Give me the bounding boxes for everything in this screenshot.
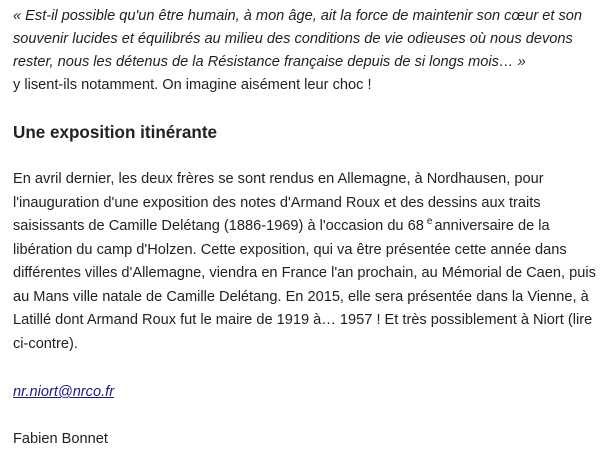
article-paragraph	[13, 168, 609, 356]
paragraph-text-part-1: En avril dernier, les deux frères se sont rendus en Allemagne, à Nordhausen, pour l'inauguration d'une exposition des notes d'Armand Roux et des dessins aux traits saisissants de Camille Delétang (1886-1969) à l'occasion du 68	[13, 171, 544, 234]
author-name: Fabien Bonnet	[13, 431, 108, 447]
section-heading: Une exposition itinérante	[13, 123, 218, 142]
ordinal-superscript: e	[426, 216, 433, 227]
email-line	[13, 381, 609, 404]
article-body	[13, 0, 609, 404]
email-link[interactable]: nr.niort@nrco.fr	[13, 384, 115, 400]
quote-attribution-sentence: y lisent-ils notamment. On imagine aisément leur choc !	[13, 77, 372, 93]
quote-line-3: rester, nous les détenus de la Résistance française depuis de si longs mois… »	[13, 54, 526, 70]
quote-line-2: souvenir lucides et équilibrés au milieu des conditions de vie odieuses où nous devons	[13, 31, 573, 47]
article-quote	[13, 0, 609, 74]
paragraph-text-part-2: anniversaire de la libération du camp d'Holzen. Cette exposition, qui va être présentée cette année dans différentes villes d'Allemagne, viendra en France l'an prochain, au Mémorial de Caen, puis au Mans ville natale de Camille Delétang. En 2015, elle sera présentée dans la Vienne, à Latillé dont Armand Roux fut le maire de 1919 à… 1957 ! Et très possiblement à Niort (lire ci-contre).	[13, 218, 596, 352]
quote-line-1: « Est-il possible qu'un être humain, à mon âge, ait la force de maintenir son cœur et son	[13, 8, 582, 24]
